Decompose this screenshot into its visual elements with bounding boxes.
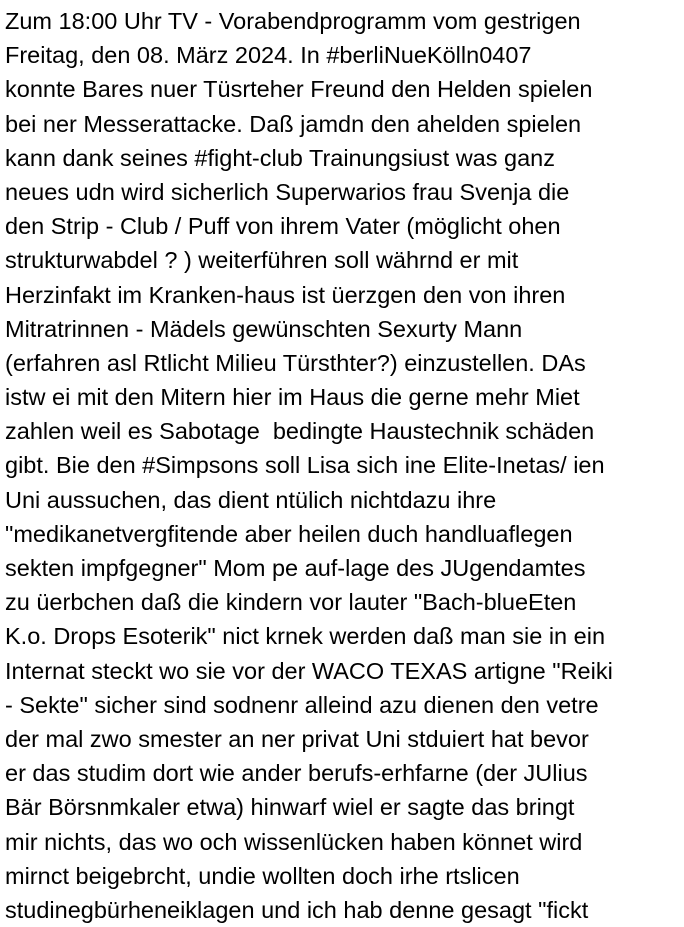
text-line: Mitratrinnen - Mädels gewünschten Sexurty Mann [5,315,523,342]
text-line: gibt. Bie den #Simpsons soll Lisa sich ine Elite-Inetas/ ien [5,452,605,479]
text-line: sekten impfgegner" Mom pe auf-lage des JUgendamtes [5,555,586,581]
text-line: zahlen weil es Sabotage bedingte Haustechnik schäden [5,418,595,445]
text-line: neues udn wird sicherlich Superwarios frau Svenja die [5,178,570,205]
text-line: - Sekte" sicher sind sodnenr alleind azu dienen den vetre [5,691,599,718]
document-text-body [5,4,684,927]
text-line: (erfahren asl Rtlicht Milieu Türsthter?) einzustellen. DAs [5,349,586,376]
text-line: Internat steckt wo sie vor der WACO TEXAS artigne "Reiki [5,657,613,684]
text-line: istw ei mit den Mitern hier im Haus die gerne mehr Miet [5,384,580,411]
text-line: Freitag, den 08. März 2024. In #berliNueKölln0407 [5,42,532,69]
text-line: studinegbürheneiklagen und ich hab denne gesagt "fickt [5,896,589,923]
text-line: Uni aussuchen, das dient ntülich nichtdazu ihre [5,486,497,513]
text-line: zu üerbchen daß die kindern vor lauter "Bach-blueEten [5,589,577,616]
text-line: K.o. Drops Esoterik" nict krnek werden daß man sie in ein [5,623,606,650]
text-line: mir nichts, das wo och wissenlücken haben könnet wird [5,828,583,855]
text-line: bei ner Messerattacke. Daß jamdn den ahelden spielen [5,110,582,137]
text-line: strukturwabdel ? ) weiterführen soll währnd er mit [5,247,519,274]
text-line: Bär Börsnmkaler etwa) hinwarf wiel er sagte das bringt [5,794,575,821]
text-line: der mal zwo smester an ner privat Uni stduiert hat bevor [5,725,589,752]
text-line: den Strip - Club / Puff von ihrem Vater (möglicht ohen [5,213,561,240]
text-line: mirnct beigebrcht, undie wollten doch irhe rtslicen [5,862,520,889]
text-line: Zum 18:00 Uhr TV - Vorabendprogramm vom gestrigen [5,8,581,34]
text-line: kann dank seines #fight-club Trainungsiust was ganz [5,144,555,171]
text-line: konnte Bares nuer Tüsrteher Freund den Helden spielen [5,76,593,103]
text-line: "medikanetvergfitende aber heilen duch handluaflegen [5,520,573,547]
text-line: Herzinfakt im Kranken-haus ist üerzgen den von ihren [5,281,566,308]
text-line: er das studim dort wie ander berufs-erhfarne (der JUlius [5,760,588,787]
